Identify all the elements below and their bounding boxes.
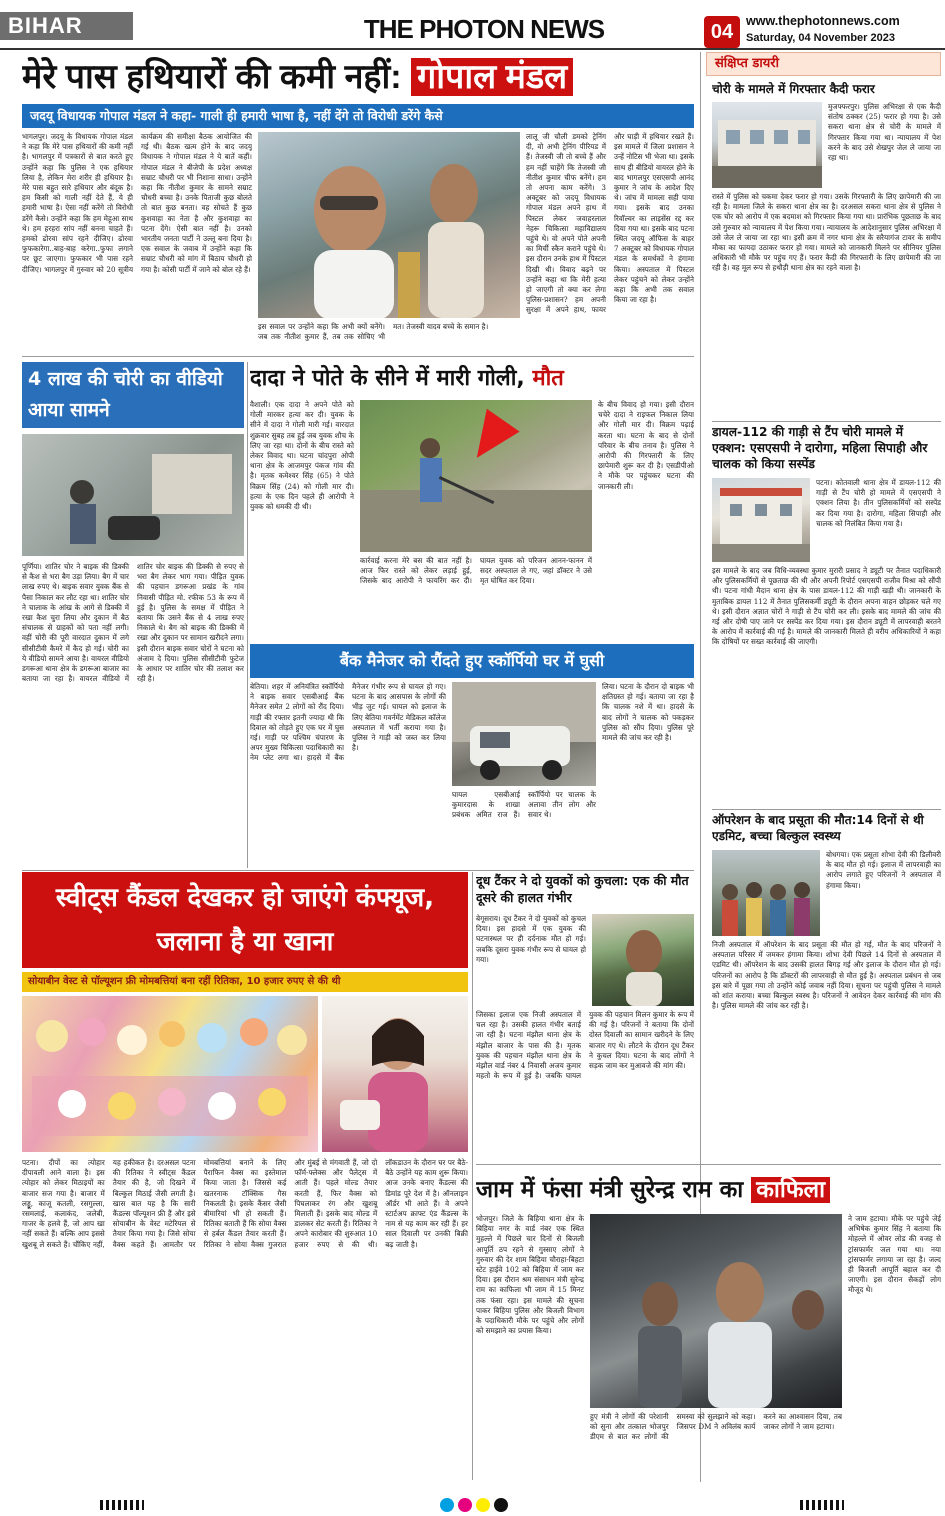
sweets-divider <box>472 872 473 1480</box>
registration-dot-magenta <box>458 1498 472 1512</box>
dada-photo-caption: कार्रवाई करना मेरे बस की बात नहीं है। आज फिर रास्ते को लेकर लड़ाई हुई, जिसके बाद आरोपी ने फायरिंग कर दी। घायल युवक को परिजन आनन-फानन में सदर अस्पताल ले गए, जहां डॉक्टर ने उसे मृत घोषित कर दिया। <box>360 556 592 586</box>
page-number: 04 <box>704 16 740 48</box>
lead-headline <box>22 52 694 102</box>
jam-headline <box>476 1170 941 1210</box>
lead-photo-caption: इस सवाल पर उन्होंने कहा कि अभी क्यों बनेंगे। जब तक नीतीश कुमार हैं, तब तक सोचिए भी मत। तेजस्वी यादव बच्चे के समान है। <box>258 322 489 342</box>
sidebar-story2-body-b: इस मामले के बाद जब विधि-व्यवस्था कुमार मुरारी प्रसाद ने ड्यूटी पर तैनात पदाधिकारी और पुलिसकर्मियों से पूछताछ की थी और अपनी रिपोर्ट एसएसपी राजीव मिश्रा को सौंपी थी। पटना गांधी मैदान थाना क्षेत्र के पास डायल-112 की गाड़ी खड़ी थी। जानकारी के मुताबिक डायल 112 में तैनात पुलिसकर्मी ड्यूटी के दौरान अपना वाहन छोड़कर चले गए थे। इसी दौरान अज्ञात चोरों ने गाड़ी से टैंप चोरी कर ली। इसके बाद मामले की जांच की गई और दोषी पाए जाने पर सस्पेंड कर दिया गया। इस दौरान ड्यूटी में लापरवाही बरतने के आरोप में कार्रवाई की गई है। मामले की जानकारी मिलते ही वरीय अधिकारियों ने कहा कि दोषियों पर सख्त कार्रवाई की जाएगी। <box>712 566 941 647</box>
vehicle-crash-illustration <box>452 682 596 786</box>
politician-portrait-photo <box>258 132 520 318</box>
print-registration-bar <box>0 1494 945 1516</box>
lead-body-left: भागलपुर। जदयू के विधायक गोपाल मंडल ने कहा कि मेरे पास हथियारों की कमी नहीं है। भागलपुर में पत्रकारों से बात करते हुए उन्होंने कहा कि पुलिस ने एक हथियार लिया है, लेकिन मेरा शरीर ही हथियार है। मेरे पास बहुत सारे हथियार और बंदूक है। हम किसी को गाली नहीं देते हैं, ये ही हमारी भाषा है। ऐसा नहीं करेंगे तो विरोधी डरेंगे कैसे। उन्होंने कहा कि हम मेहूआ साथ थे। हम हरहरा सांप नहीं बनना चाहते हैं। हमको ढोरवा सांप रहने दीजिए। ढोरवा फुफकारेगा..बाह-बाह करेगा..फुफा लगाने पर छूट जाएगा। फुफकार भी पास रहने दीजिए। भागलपुर में गुरुवार को 20 सूत्रीय कार्यक्रम की समीक्षा बैठक आयोजित की गई थी। बैठक खत्म होने के बाद जदयू विधायक ने गोपाल मंडल ने ये बातें कहीं। गोपाल मंडल ने बीजेपी के प्रदेश अध्यक्ष सम्राट चौधरी पर भी निशाना साधा। उन्होंने कहा कि नीतीश कुमार के सामने सम्राट चौधरी बच्चा है। उनके पिताजी कुछ बोलते तो बात कुछ बनता। वह सोचते हैं कुछ कुशवाहा का नेता है और कुशवाहा का पटना देंगे। ऐसी बात नहीं है। उनको भारतीय जनता पार्टी ने उल्लू बना दिया है। एक सवाल के जवाब में उन्होंने कहा कि सम्राट चौधरी को मांग में बिठाय चौधरी हो गया है। कोसी पार्टी में जाने को बोल रहे हैं। <box>22 132 252 274</box>
sidebar-story1-body-b: रास्ते में पुलिस को चकमा देकर फरार हो गया। उसके गिरफ्तारी के लिए छापेमारी की जा रही है। मामला जिले के सकरा थाना क्षेत्र का है। दरअसल सकरा थाना क्षेत्र से पुलिस ने एक चोर को आरोप में एक बदमाश को गिरफ्तार किया गया था। प्रारंभिक पूछताछ के बाद उसे गुरुवार को न्यायालय में पेश किया गया। न्यायालय के आदेशानुसार पुलिस अभिरक्षा में उसे जेल ले जाया जा रहा था। इसी क्रम में नगर थाना क्षेत्र के सरैयागंज टावर के समीप मौका का फायदा उठाकर फरार हो गया। मामले को जानकारी मिलने पर सीनियर पुलिस अधिकारी भी मौके पर पहुंच गए हैं। फरार कैदी की गिरफ्तारी के लिए छापेमारी की जा रही है। वह मूल रूप से हथौड़ी थाना क्षेत्र का रहने वाला है। <box>712 192 941 273</box>
registration-dot-black <box>494 1498 508 1512</box>
section-tag: BIHAR <box>0 12 133 40</box>
bank-headline: बैंक मैनेजर को रौंदते हुए स्कॉर्पियो घर में घुसी <box>250 644 694 678</box>
dada-body-left: वैशाली। एक दादा ने अपने पोते को गोली मारकर हत्या कर दी। युवक के सीने में दादा ने गोली मारी गई। वारदात शुक्रवार सुबह तब हुई जब युवक शौच के लिए जा रहा था। दोनों के बीच रास्ते को लेकर विवाद था। घटना चांदपुरा ओपी थाना क्षेत्र के आजमपुर पंकज गांव की है। मृतक कमेश्वर सिंह (65) ने पोते विक्रम सिंह (24) को गोली मार दी। हत्या के एक दिन पहले ही आरोपी ने युवक को धमकी दी थी। <box>250 400 354 512</box>
dada-headline-highlight: मौत <box>532 366 564 391</box>
mid-rule <box>22 870 694 871</box>
bank-body-left: बेतिया। शहर में अनियंत्रित स्कॉर्पियो ने बाइक सवार एसबीआई बैंक मैनेजर समेत 2 लोगों को रौंद दिया। गाड़ी की रफ्तार इतनी ज्यादा थी कि दिवाल को तोड़ते हुए एक घर में घुस गई। गाड़ी पर पश्चिम चंपारण के अपर मुख्य चिकित्सा पदाधिकारी का नेम प्लेट लगा था। हादसे में बैंक मैनेजर गंभीर रूप से घायल हो गए। घटना के बाद आसपास के लोगों की भीड़ जुट गई। घायल को इलाज के लिए बेतिया गवर्नमेंट मेडिकल कॉलेज अस्पताल में भर्ती कराया गया है। पुलिस ने गाड़ी को जब्त कर लिया है। <box>250 682 446 763</box>
lead-headline-main: मेरे पास हथियारों की कमी नहीं: <box>22 58 402 96</box>
sidebar-header: संक्षिप्त डायरी <box>706 52 941 76</box>
dada-headline <box>250 362 694 396</box>
registration-dot-yellow <box>476 1498 490 1512</box>
scorpio-crash-photo <box>452 682 596 786</box>
jam-body-right: ने जाम हटाया। मौके पर पहुंचे जेई अभिषेक कुमार सिंह ने बताया कि मोहल्ले में ओवर लोड की वजह से ट्रांसफार्मर जल गया था। नया ट्रांसफार्मर लगाया जा रहा है। जल्द ही बिजली आपूर्ति बहाल कर दी जाएगी। इस दौरान सैकड़ों लोग मौजूद थे। <box>848 1214 941 1295</box>
theft-divider <box>247 362 248 868</box>
website-url[interactable]: www.thephotonnews.com <box>746 14 900 28</box>
victim-portrait-photo <box>592 914 694 1006</box>
lead-body-right: लालू जी चौली डमको ट्रेनिंग दी, वो अभी ट्रेनिंग पीरियड में हैं। तेजस्वी जी तो बच्चे हैं और हम नहीं चाहेंगे कि तेजस्वी जी नीतीश कुमार चीफ बनेंगे। हम तो अपना काम करेंगे। 3 अक्टूबर को जदयू विधायक गोपाल मंडल अपने हाथ में पिस्टल लेकर जवाहरलाल नेहरू चिकित्सा महाविद्यालय पहुंचे थे। वो अपने पोते अपनी का मिर्ची स्कैन कराने पहुंचे थे। इस दौरान उनके हाथ में पिस्टल दिखी थी। विवाद बढ़ने पर उन्होंने कहा था कि मेरी हत्या हो जाएगी तो क्या कर लेगा पुलिस-प्रशासन? हम अपनी सुरक्षा में अपने हाथ, फायर और घाड़ी में हथियार रखते हैं। इस मामले में जिला प्रशासन ने उन्हें नोटिस भी भेजा था। इसके साथ ही बीडियो वायरल होने के बाद भागलपुर एसएसपी आनंद कुमार ने जांच के आदेश दिए थे। जांच में मामला सही पाया गया। इसके बाद उनका रिवॉल्वर का लाइसेंस रद्द कर दिया गया था। इसके बाद पटना स्थित जदयू ऑफिस के बाहर 7 अक्टूबर को विधायक गोपाल मंडल के समर्थकों ने हंगामा किया। अस्पताल में पिस्टल लेकर पहुंचने को लेकर उन्होंने कहा कि अभी तक सवाल किया जा रहा है। <box>526 132 694 315</box>
bank-body-right: लिया। घटना के दौरान दो बाइक भी क्षतिग्रस्त हो गई। बताया जा रहा है कि चालक नशे में था। हादसे के बाद लोगों ने चालक को पकड़कर पुलिस को सौंप दिया। पुलिस पूरे मामले की जांच कर रही है। <box>602 682 694 743</box>
sweets-headline: स्वीट्स कैंडल देखकर हो जाएंगे कंफ्यूज, जलाना है या खाना <box>22 872 468 968</box>
lead-photo <box>258 132 520 318</box>
sidebar-story2-headline: डायल-112 की गाड़ी से टैंप चोरी मामले में एक्शन: एसएसपी ने दारोगा, महिला सिपाही और चालक को किया सस्पेंड <box>712 425 928 471</box>
hospital-crowd-photo <box>712 850 820 936</box>
lead-bottom-rule <box>22 356 694 357</box>
cctv-illustration <box>22 434 244 556</box>
portrait-illustration <box>322 996 468 1152</box>
lead-headline-highlight: गोपाल मंडल <box>411 58 573 96</box>
registration-strip <box>100 1500 144 1510</box>
minister-convoy-photo <box>590 1214 842 1408</box>
dada-headline-main: दादा ने पोते के सीने में मारी गोली, <box>250 366 525 391</box>
jam-photo-caption: हुए मंत्री ने लोगों की परेशानी को सुना और तत्काल भोजपुर डीएम से बात कर लोगों की समस्या को सुलझाने को कहा। जिसपर DM ने अविलंब कार्य करने का आश्वासन दिया, तब जाकर लोगों ने जाम हटाया। <box>590 1412 842 1442</box>
sidebar-story3-headline: ऑपरेशन के बाद प्रसूता की मौत:14 दिनों से थी एडमिट, बच्चा बिल्कुल स्वस्थ्य <box>712 813 924 843</box>
tanker-body-a: बेगूसराय। दूध टैंकर ने दो युवकों को कुचल दिया। इस हादसे में एक युवक की घटनास्थल पर ही दर्दनाक मौत हो गई। जबकि दूसरा युवक गंभीर रूप से घायल हो गया। <box>476 914 586 964</box>
police-station-photo <box>712 102 822 188</box>
sweets-body: पटना। दीपों का त्योहार दीपावली आने वाला है। इस त्योहार को लेकर मिठाइयों का बाजार सज गया है। बाजार में लड्डू, काजू कतली, रसगुल्ला, रसमलाई, कलाकंद, जलेबी, गाजर के हलवे हैं, जो आप खा नहीं सकते हैं। बल्कि आप इससे खुशबू ले सकते हैं। चौंकिए नहीं, यह हकीकत है। दरअसल पटना की रितिका ने स्वीट्स कैंडल तैयार की है, जो दिखने में बिल्कुल मिठाई जैसी लगती है। खास बात यह है कि सारी कैंडल्स पॉल्यूशन फ्री हैं और इसे सोयाबीन के वेस्ट मटेरियल से तैयार किया गया है। जिसे सोया वैक्स कहते हैं। आमतौर पर मोमबत्तियां बनाने के लिए पैराफिन वैक्स का इस्तेमाल किया जाता है। जिससे कई खतरनाक टॉक्सिक गैस निकलती है। इसके कैंसर जैसी बीमारियां भी हो सकती हैं। रितिका बताती हैं कि सोया वैक्स से हर्बल कैंडल तैयार करती हैं। रितिका ने सोया वैक्स गुजरात और मुंबई से मंगवाती हैं, जो दो फॉर्म-फ्लेक्स और पैलेट्स में आती हैं। पहले मोल्ड तैयार करती हैं, फिर वैक्स को पिघलाकर रंग और खुशबू मिलाती हैं। इसके बाद मोल्ड में डालकर सेट करती हैं। रितिका ने अपने कारोबार की शुरुआत 10 हजार रुपए से की थी। लॉकडाउन के दौरान घर पर बैठे-बैठे उन्होंने यह काम शुरू किया। आज उनके बनाए कैंडल्स की डिमांड पूरे देश में है। ऑनलाइन ऑर्डर भी आते हैं। वे अपने स्टार्टअप क्राफ्ट एंड कैंडल्स के नाम से यह काम कर रही हैं। हर साल दिवाली पर उनकी बिक्री बढ़ जाती है। <box>22 1158 468 1249</box>
sidebar-story3-body-a: बोधगया। एक प्रसूता शोभा देवी की डिलीवरी के बाद मौत हो गई। इलाज में लापरवाही का आरोप लगाते हुए परिजनों ने अस्पताल में हंगामा किया। <box>826 850 941 890</box>
dateline: Saturday, 04 November 2023 <box>746 32 895 44</box>
police-station-illustration <box>712 102 822 188</box>
sidebar-rule-2 <box>712 809 941 810</box>
lead-deck: जदयू विधायक गोपाल मंडल ने कहा- गाली ही हमारी भाषा है, नहीं देंगे तो विरोधी डरेंगे कैसे <box>22 104 694 128</box>
header-rule <box>0 48 945 50</box>
jam-headline-main: जाम में फंसा मंत्री सुरेन्द्र राम का <box>476 1177 744 1203</box>
tanker-headline: दूध टैंकर ने दो युवकों को कुचला: एक की मौत दूसरे की हालत गंभीर <box>476 873 689 905</box>
candles-illustration <box>22 996 318 1152</box>
sidebar-rule-1 <box>712 421 941 422</box>
theft-headline: 4 लाख की चोरी का वीडियो आया सामने <box>22 362 244 428</box>
crowd-illustration <box>712 850 820 936</box>
jam-top-rule <box>476 1164 941 1165</box>
jam-body-left: भोजपुर। जिले के बिहिया थाना क्षेत्र के बिहिया नगर के वार्ड नंबर एक स्थित मुहल्ले में पिछले चार दिनों से बिजली आपूर्ति ठप रहने से गुस्साए लोगों ने गुरुवार की देर शाम बिहिया चौराहा-बिहटा स्टेट हाईवे 102 को बिहिया में जाम कर दिया। इस दौरान श्रम संसाधन मंत्री सुरेन्द्र राम का काफिला भी जाम में 15 मिनट तक फंसा रहा। इस मामले की सूचना पाकर बिहिया पुलिस और बिजली विभाग के पदाधिकारी मौके पर पहुंचे और लोगों को समझाने का प्रयास किया। <box>476 1214 584 1336</box>
sidebar-story1-headline: चोरी के मामले में गिरफ्तार कैदी फरार <box>712 82 875 96</box>
ritika-portrait-photo <box>322 996 468 1152</box>
building-illustration <box>712 478 810 562</box>
cctv-footage-photo <box>22 434 244 556</box>
sweets-deck: सोयाबीन वेस्ट से पॉल्यूशन फ्री मोमबत्तियां बना रहीं रितिका, 10 हजार रुपए से की थी <box>22 972 468 992</box>
sidebar-story2-body-a: पटना। कोतवाली थाना क्षेत्र में डायल-112 की गाड़ी से टैंप चोरी हो मामले में एसएसपी ने एक्शन लिया है। तीन पुलिसकर्मियों को सस्पेंड कर दिया गया है। दारोगा, महिला सिपाही और चालक को निलंबित किया गया है। <box>816 478 941 528</box>
sidebar-story1-body-a: मुजफ्फरपुर। पुलिस अभिरक्षा से एक कैदी संतोष ठक्कर (25) फरार हो गया है। उसे सकरा थाना क्षेत्र से चोरी के मामले में गिरफ्तार किया गया था। न्यायालय में पेश करने के बाद उसे शेखपुर जेल ले जाया जा रहा था। <box>828 102 941 163</box>
registration-dot-cyan <box>440 1498 454 1512</box>
jam-headline-highlight: काफिला <box>751 1177 830 1203</box>
masthead: THE PHOTON NEWS <box>363 14 605 44</box>
registration-strip-right <box>800 1500 844 1510</box>
bank-photo-caption: घायल एसबीआई कुमारदास के शाखा प्रबंधक अमित राज हैं। स्कॉर्पियो पर चालक के अलावा तीन लोग और सवार थे। <box>452 790 596 820</box>
police-building-photo <box>712 478 810 562</box>
theft-body: पूर्णिया। शातिर चोर ने बाइक की डिक्की से कैश से भरा बैग उड़ा लिया। बैग में चार लाख रुपए थे। बाइक सवार युवक बैंक से पैसा निकाल कर लौट रहा था। शातिर चोर ने चालाक के आंख के आगे से डिक्की में रखा कैश चुरा लिया और दुकान में बैठ संचालक से ग्राहकों को पता नहीं लगी। वहीं चोरी की पूरी वारदात दुकान में लगे सीसीटीवी कैमरे में कैद हो गई। चोरी का ये वीडियो सामने आया है। वायरल वीडियो डगरूआ थाना क्षेत्र के डगरूआ बाजार का बताया जा रहा है। वायरल वीडियो में शातिर चोर बाइक की डिक्की से रुपए से भरा बैग लेकर भाग गया। पीड़ित युवक की पहचान डगरूआ प्रखंड के गांव निवासी पीड़ित मो. रफीक 53 के रूप में हुई है। पुलिस के समक्ष में पीड़ित ने बताया कि उसने बैंक से 4 लाख रुपए निकाले थे। बैग को बाइक की डिक्की में रखा और दुकान पर सामान खरीदने लगा। इसी दौरान बाइक सवार चोरों ने घटना को अंजाम दे दिया। पुलिस सीसीटीवी फुटेज के आधार पर शातिर चोर की तलाश कर रही है। <box>22 562 244 684</box>
convoy-illustration <box>590 1214 842 1408</box>
dada-body-right: के बीच विवाद हो गया। इसी दौरान चचेरे दादा ने राइफल निकाल लिया और गोली मार दी। विक्रम पढ़ाई करता था। घटना के बाद से दोनों परिवार के बीच तनाव है। पुलिस ने आरोपी की गिरफ्तारी के लिए छापेमारी शुरू कर दी है। एसडीपीओ ने मौके पर पहुंचकर घटना की जानकारी ली। <box>598 400 694 491</box>
tanker-body-b: जिसका इलाज एक निजी अस्पताल में चल रहा है। उसकी हालत गंभीर बताई जा रही है। घटना मंझौल थाना क्षेत्र के मंझौल बाजार के पास की है। मृतक युवक की पहचान मंझौल थाना क्षेत्र के मंझौल वार्ड नंबर 4 निवासी अजय कुमार महतो के रूप में हुई है। जबकि घायल युवक की पहचान मिलन कुमार के रूप में की गई है। परिजनों ने बताया कि दोनों दोस्त दिवाली का सामान खरीदने के लिए बाजार गए थे। लौटने के दौरान दूध टैंकर ने कुचल दिया। घटना के बाद लोगों ने सड़क जाम कर मुआवजे की मांग की। <box>476 1010 694 1081</box>
victim-illustration <box>592 914 694 1006</box>
sweet-candles-display-photo <box>22 996 318 1152</box>
sidebar-story3-body-b: निजी अस्पताल में ऑपरेशन के बाद प्रसूता की मौत हो गई, मौत के बाद परिजनों ने अस्पताल परिसर में जमकर हंगामा किया। शोभा देवी पिछले 14 दिनों से अस्पताल में एडमिट थी। ऑपरेशन के बाद उसकी हालत बिगड़ गई और इलाज के दौरान मौत हो गई। परिजनों का आरोप है कि डॉक्टरों की लापरवाही से मौत हुई है। अस्पताल प्रबंधन से जब इस बारे में पूछा गया तो उन्होंने कोई जवाब नहीं दिया। सूचना पर पहुंची पुलिस ने मामले को शांत कराया। बच्चा बिल्कुल स्वस्थ है। परिजनों ने आवेदन देकर कार्रवाई की मांग की है। पुलिस मामले की जांच कर रही है। <box>712 940 941 1011</box>
